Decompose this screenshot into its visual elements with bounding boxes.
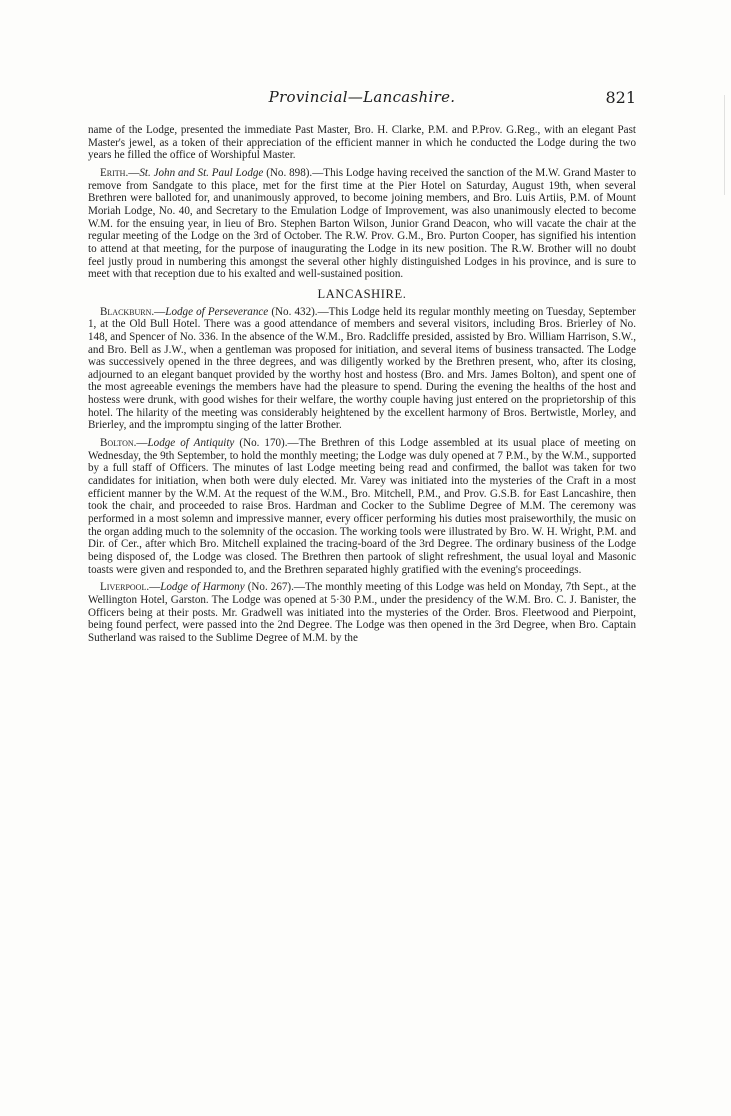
paragraph-liverpool [88,581,636,644]
article-body [88,124,636,645]
section-heading: LANCASHIRE. [317,286,407,301]
place-name: Erith.— [100,166,140,179]
page-header [88,88,636,110]
lodge-name: St. John and St. Paul Lodge [139,166,264,179]
place-name: Liverpool.— [100,581,161,594]
paragraph-text: (No. 432).—This Lodge held its regular monthly meeting on Tuesday, September 1, at the Old Bull Hotel. There was a good attendance of members and several visitors, including Bros. Brierley of No. 148, and Spencer of No. 336. In the absence of the W.M., Bro. Radcliffe presided, assisted by Bro. William Harrison, S.W., and Bro. Bell as J.W., when a gentleman was proposed for initiation, and several items of business transacted. The Lodge was successively opened in the three degrees, and was diligently worked by the Brethren present, who, after its closing, adjourned to an elegant banquet provided by the worthy host and hostess (Bro. and Mrs. James Bolton), and spent one of the most agreeable evenings the members have had the pleasure to spend. During the evening the healths of the host and hostess were drunk, with good wishes for their welfare, the worthy couple having just entered on the proprietorship of this hotel. The hilarity of the meeting was considerably heightened by the excellent harmony of Bros. Bertwistle, Morley, and Brierley, and the impromptu singing of the latter Brother. [88,305,636,432]
paragraph-text: name of the Lodge, presented the immediate Past Master, Bro. H. Clarke, P.M. and P.Prov. G.Reg., with an elegant Past Master's jewel, as a token of their appreciation of the efficient manner in which he conducted the Lodge during the two years he filled the office of Worshipful Master. [88,124,636,162]
paragraph-continuation [88,124,636,162]
page-number: 821 [605,88,636,107]
running-title: Provincial—Lancashire. [268,88,456,106]
paragraph-erith [88,167,636,281]
paragraph-text: (No. 170).—The Brethren of this Lodge assembled at its usual place of meeting on Wednesday, the 9th September, to hold the monthly meeting; the Lodge was duly opened at 7 P.M., by the W.M., supported by a full staff of Officers. The minutes of last Lodge meeting being read and confirmed, the ballot was taken for two candidates for initiation, when both were duly elected. Mr. Varey was initiated into the mysteries of the Craft in a most efficient manner by the W.M. At the request of the W.M., Bro. Mitchell, P.M., and Prov. G.S.B. for East Lancashire, then took the chair, and proceeded to raise Bros. Hardman and Cocker to the Sublime Degree of M.M. The ceremony was performed in a most solemn and impressive manner, every officer performing his duties most praiseworthily, the music on the organ adding much to the solemnity of the occasion. The working tools were illustrated by Bro. W. H. Wright, P.M. and Dir. of Cer., after which Bro. Mitchell explained the tracing-board of the 3rd Degree. The ordinary business of the Lodge being disposed of, the Lodge was closed. The Brethren then partook of slight refreshment, the usual loyal and Masonic toasts were given and responded to, and the Brethren separated highly gratified with the evening's proceedings. [88,437,636,576]
page-edge-mark [716,95,725,195]
lodge-name: Lodge of Antiquity [147,437,235,450]
paragraph-text: (No. 898).—This Lodge having received the sanction of the M.W. Grand Master to remove from Sandgate to this place, met for the first time at the Pier Hotel on Saturday, August 19th, when several Brethren were balloted for, and unanimously approved, to become joining members, and Bro. Luis Artiis, P.M. of Mount Moriah Lodge, No. 40, and Secretary to the Emulation Lodge of Improvement, was also unanimously elected to become W.M. for the ensuing year, in lieu of Bro. Stephen Barton Wilson, Junior Grand Deacon, who will vacate the chair at the regular meeting of the Lodge on the 3rd of October. The R.W. Prov. G.M., Bro. Purton Cooper, has signified his intention to attend at that meeting, for the purpose of inaugurating the Lodge in its new position. The R.W. Brother will no doubt feel justly proud in numbering this amongst the several other highly distinguished Lodges in his province, and is sure to meet with that reception due to his exalted and well-sustained position. [88,166,636,281]
paragraph-blackburn [88,306,636,433]
lodge-name: Lodge of Harmony [160,581,245,594]
paragraph-bolton [88,437,636,576]
place-name: Blackburn.— [100,305,166,318]
place-name: Bolton.— [100,437,148,450]
lodge-name: Lodge of Perseverance [165,305,269,318]
paragraph-text: (No. 267).—The monthly meeting of this Lodge was held on Monday, 7th Sept., at the Wellington Hotel, Garston. The Lodge was opened at 5·30 P.M., under the presidency of the W.M. Bro. C. J. Banister, the Officers being at their posts. Mr. Gradwell was initiated into the mysteries of the Order. Bros. Fleetwood and Pierpoint, being found perfect, were passed into the 2nd Degree. The Lodge was then opened in the 3rd Degree, when Bro. Captain Sutherland was raised to the Sublime Degree of M.M. by the [88,581,636,644]
